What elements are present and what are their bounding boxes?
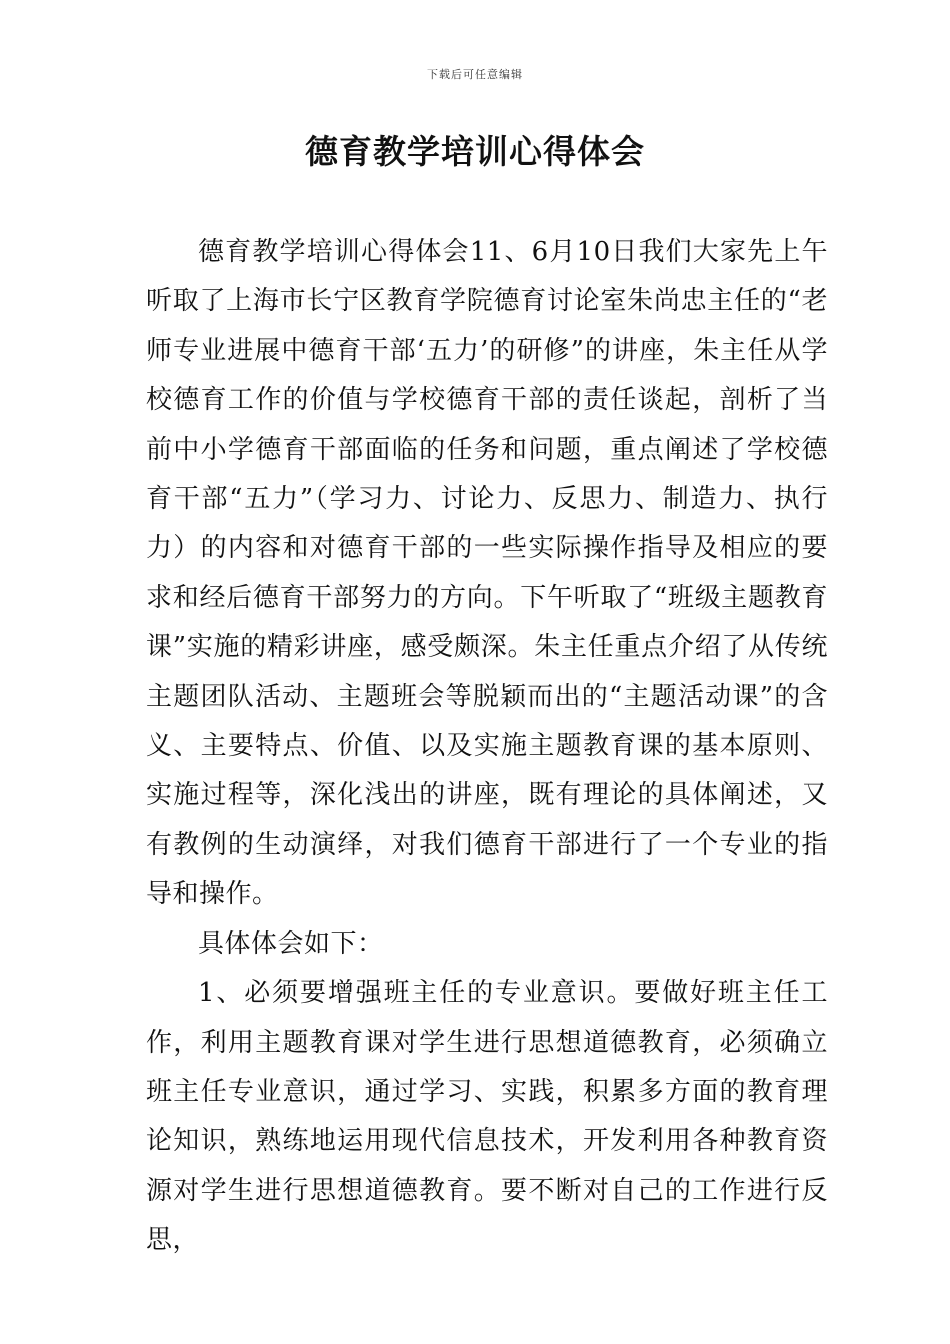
paragraph: 具体体会如下： (198, 928, 384, 959)
document-title: 德育教学培训心得体会 (305, 132, 645, 171)
header-note: 下载后可任意编辑 (427, 68, 523, 81)
document-body (146, 228, 828, 1266)
paragraph: 1、必须要增强班主任的专业意识。要做好班主任工作，利用主题教育课对学生进行思想道德教育，必须确立班主任专业意识，通过学习、实践，积累多方面的教育理论知识，熟练地运用现代信息技术，开发利用各种教育资源对学生进行思想道德教育。要不断对自己的工作进行反思， (146, 978, 828, 1256)
paragraph: 德育教学培训心得体会11、6月10日我们大家先上午听取了上海市长宁区教育学院德育讨论室朱尚忠主任的“老师专业进展中德育干部‘五力’的研修”的讲座，朱主任从学校德育工作的价值与学校德育干部的责任谈起，剖析了当前中小学德育干部面临的任务和问题，重点阐述了学校德育干部“五力”（学习力、讨论力、反思力、制造力、执行力）的内容和对德育干部的一些实际操作指导及相应的要求和经后德育干部努力的方向。下午听取了“班级主题教育课”实施的精彩讲座，感受颇深。朱主任重点介绍了从传统主题团队活动、主题班会等脱颖而出的“主题活动课”的含义、主要特点、价值、以及实施主题教育课的基本原则、实施过程等，深化浅出的讲座，既有理论的具体阐述，又有教例的生动演绎，对我们德育干部进行了一个专业的指导和操作。 (146, 237, 828, 910)
